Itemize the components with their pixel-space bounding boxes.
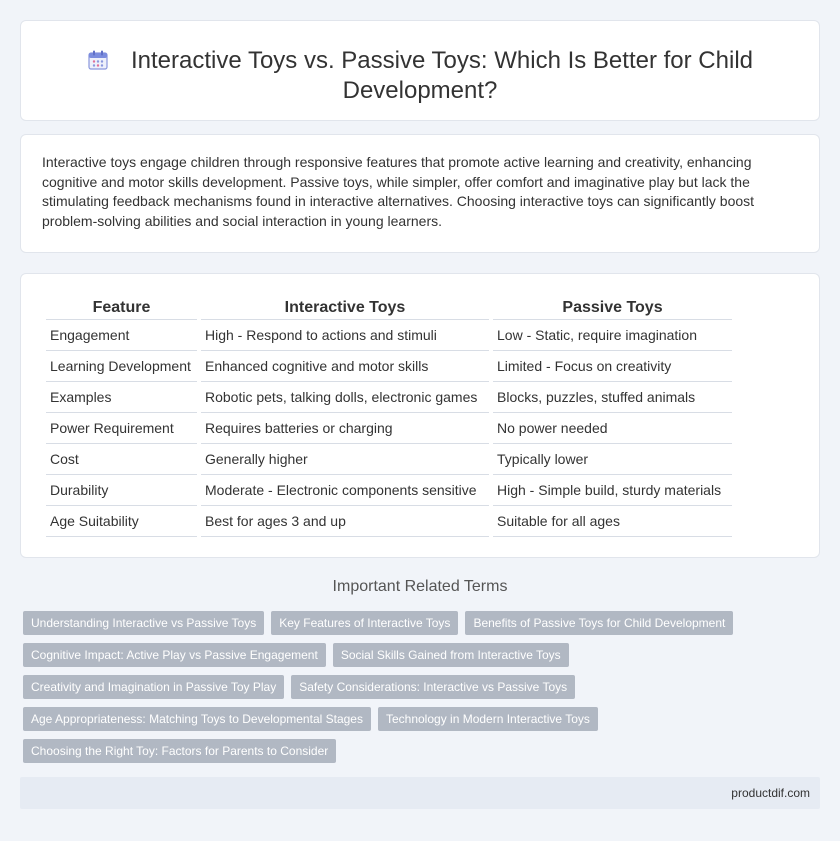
table-row [46,444,732,475]
comparison-table [42,296,736,537]
intro-card [20,134,820,253]
table-row [46,382,732,413]
cell-passive: Blocks, puzzles, stuffed animals [493,382,732,413]
comparison-card [20,273,820,558]
table-row [46,351,732,382]
related-term-tag[interactable]: Benefits of Passive Toys for Child Development [465,611,733,635]
related-terms-list [23,611,763,763]
related-term-tag[interactable]: Choosing the Right Toy: Factors for Parents to Consider [23,739,336,763]
cell-interactive: Generally higher [201,444,489,475]
related-term-tag[interactable]: Understanding Interactive vs Passive Toys [23,611,264,635]
cell-interactive: Moderate - Electronic components sensitive [201,475,489,506]
cell-feature: Durability [46,475,197,506]
cell-passive: Limited - Focus on creativity [493,351,732,382]
page-title: Interactive Toys vs. Passive Toys: Which Is Better for Child Development? [130,47,753,104]
header-feature: Feature [46,296,197,320]
table-header-row [46,296,732,320]
header-passive: Passive Toys [493,296,732,320]
related-term-tag[interactable]: Age Appropriateness: Matching Toys to Developmental Stages [23,707,371,731]
table-row [46,475,732,506]
page-title-row [21,46,819,106]
table-row [46,506,732,537]
header-card [20,20,820,121]
cell-interactive: Robotic pets, talking dolls, electronic games [201,382,489,413]
related-term-tag[interactable]: Cognitive Impact: Active Play vs Passive Engagement [23,643,326,667]
calendar-icon [87,49,109,71]
cell-feature: Learning Development [46,351,197,382]
cell-passive: No power needed [493,413,732,444]
intro-paragraph: Interactive toys engage children through responsive features that promote active learning and creativity, enhancing cognitive and motor skills development. Passive toys, while simpler, offer comfort and imaginative play but lack the stimulating feedback mechanisms found in interactive alternatives. Choosing interactive toys can significantly boost problem-solving abilities and social interaction in young learners. [42,154,755,229]
cell-feature: Engagement [46,320,197,351]
related-term-tag[interactable]: Safety Considerations: Interactive vs Passive Toys [291,675,575,699]
table-row [46,320,732,351]
cell-passive: Low - Static, require imagination [493,320,732,351]
cell-interactive: Requires batteries or charging [201,413,489,444]
table-row [46,413,732,444]
cell-passive: Suitable for all ages [493,506,732,537]
related-terms-heading: Important Related Terms [332,578,508,595]
header-interactive: Interactive Toys [201,296,489,320]
cell-passive: High - Simple build, sturdy materials [493,475,732,506]
cell-feature: Power Requirement [46,413,197,444]
cell-feature: Age Suitability [46,506,197,537]
cell-feature: Examples [46,382,197,413]
related-term-tag[interactable]: Social Skills Gained from Interactive Toys [333,643,569,667]
related-term-tag[interactable]: Key Features of Interactive Toys [271,611,458,635]
related-term-tag[interactable]: Technology in Modern Interactive Toys [378,707,598,731]
cell-interactive: High - Respond to actions and stimuli [201,320,489,351]
cell-feature: Cost [46,444,197,475]
cell-interactive: Best for ages 3 and up [201,506,489,537]
cell-passive: Typically lower [493,444,732,475]
cell-interactive: Enhanced cognitive and motor skills [201,351,489,382]
footer-site-link[interactable]: productdif.com [731,786,810,800]
related-term-tag[interactable]: Creativity and Imagination in Passive Toy Play [23,675,284,699]
footer-bar [20,777,820,809]
